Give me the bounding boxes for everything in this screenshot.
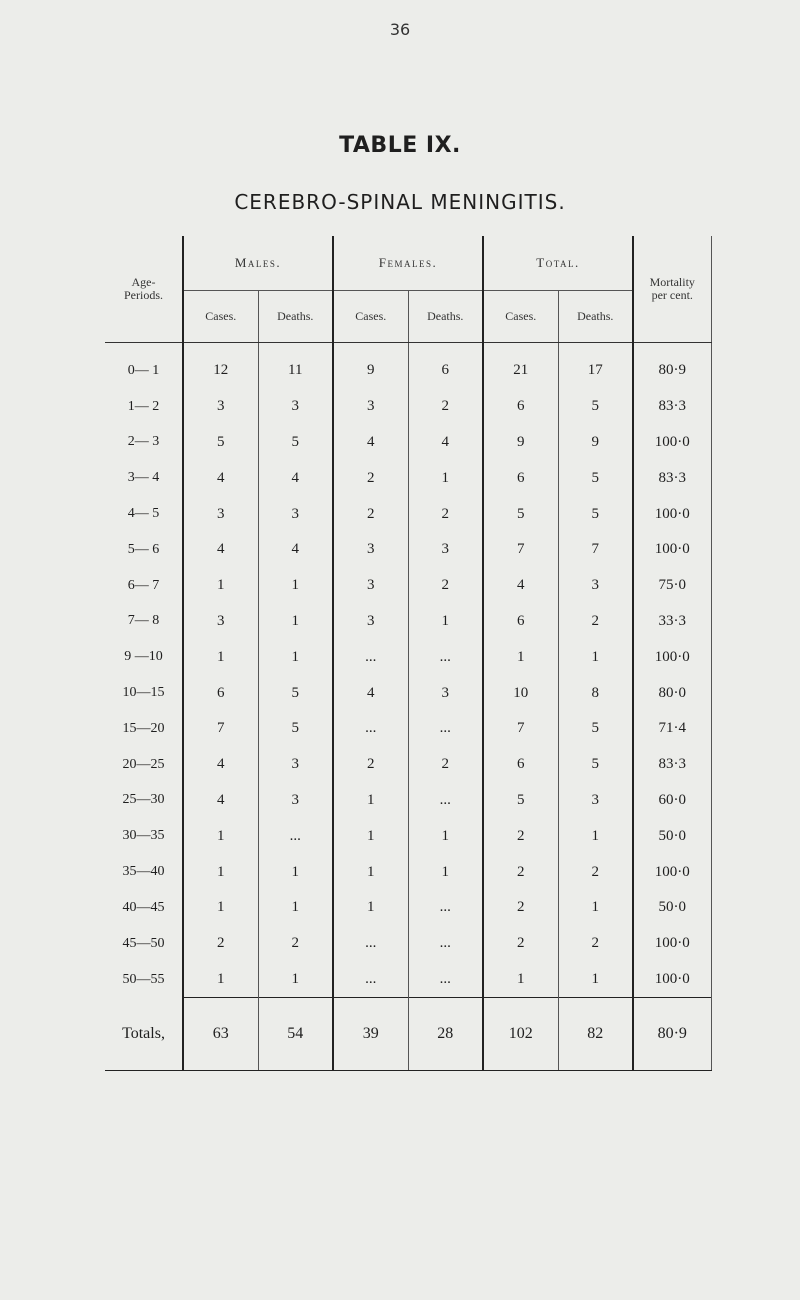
age-cell: 4— 5	[127, 506, 160, 522]
females-cases: 2	[333, 496, 408, 532]
total-deaths: 17	[558, 343, 633, 389]
males-deaths: 3	[258, 783, 333, 819]
mortality: 83·3	[633, 460, 711, 496]
females-cases: 3	[333, 568, 408, 604]
total-deaths: 5	[558, 496, 633, 532]
table-row	[105, 926, 711, 962]
females-cases: 2	[333, 747, 408, 783]
males-deaths: 4	[258, 532, 333, 568]
total-deaths: 1	[558, 639, 633, 675]
females-cases: 4	[333, 425, 408, 461]
males-cases: 2	[183, 926, 258, 962]
total-cases: 5	[483, 496, 558, 532]
females-deaths: ...	[408, 926, 483, 962]
males-cases: 5	[183, 425, 258, 461]
table-row	[105, 818, 711, 854]
females-deaths: ...	[408, 639, 483, 675]
males-cases: 3	[183, 604, 258, 640]
males-deaths: 1	[258, 568, 333, 604]
total-deaths: 9	[558, 425, 633, 461]
females-cases: 1	[333, 890, 408, 926]
total-cases: 7	[483, 711, 558, 747]
age-cell: 2— 3	[127, 434, 160, 450]
total-cases: 2	[483, 818, 558, 854]
males-cases: 1	[183, 854, 258, 890]
age-cell: 3— 4	[127, 470, 160, 486]
females-deaths: 4	[408, 425, 483, 461]
table-row	[105, 496, 711, 532]
females-deaths: 2	[408, 389, 483, 425]
age-cell: 7— 8	[127, 613, 160, 629]
males-cases: 3	[183, 496, 258, 532]
males-cases: 1	[183, 962, 258, 998]
males-cases: 6	[183, 675, 258, 711]
males-cases: 12	[183, 343, 258, 389]
totals-males-cases: 63	[183, 998, 258, 1071]
header-total-deaths: Deaths.	[558, 291, 633, 343]
mortality: 50·0	[633, 890, 711, 926]
total-cases: 6	[483, 389, 558, 425]
mortality: 100·0	[633, 639, 711, 675]
age-cell: 0— 1	[127, 362, 160, 378]
mortality-table	[105, 236, 712, 1071]
age-cell: 1— 2	[127, 398, 160, 414]
header-total-cases: Cases.	[483, 291, 558, 343]
age-cell: 5— 6	[127, 541, 160, 557]
age-cell: 40—45	[122, 899, 165, 915]
total-cases: 2	[483, 926, 558, 962]
table-row	[105, 890, 711, 926]
total-deaths: 1	[558, 818, 633, 854]
table-row	[105, 568, 711, 604]
total-cases: 6	[483, 747, 558, 783]
mortality: 100·0	[633, 854, 711, 890]
total-deaths: 2	[558, 604, 633, 640]
age-cell: 30—35	[122, 828, 165, 844]
total-cases: 2	[483, 890, 558, 926]
females-deaths: 2	[408, 496, 483, 532]
total-cases: 1	[483, 962, 558, 998]
total-deaths: 3	[558, 783, 633, 819]
males-deaths: 3	[258, 389, 333, 425]
total-cases: 1	[483, 639, 558, 675]
females-cases: 1	[333, 854, 408, 890]
males-deaths: 5	[258, 425, 333, 461]
total-deaths: 1	[558, 962, 633, 998]
females-deaths: 1	[408, 604, 483, 640]
table-row	[105, 962, 711, 998]
totals-row	[105, 998, 711, 1071]
header-females-cases: Cases.	[333, 291, 408, 343]
header-males: Males.	[183, 236, 333, 291]
females-cases: ...	[333, 711, 408, 747]
males-cases: 4	[183, 460, 258, 496]
table-title: TABLE IX.	[339, 133, 461, 158]
mortality: 83·3	[633, 389, 711, 425]
page-number: 36	[389, 20, 411, 39]
totals-females-cases: 39	[333, 998, 408, 1071]
total-cases: 2	[483, 854, 558, 890]
total-deaths: 1	[558, 890, 633, 926]
males-deaths: 1	[258, 639, 333, 675]
mortality: 75·0	[633, 568, 711, 604]
totals-label: Totals,	[105, 998, 183, 1071]
mortality: 100·0	[633, 496, 711, 532]
table-row	[105, 675, 711, 711]
table-row	[105, 711, 711, 747]
females-cases: 3	[333, 604, 408, 640]
females-deaths: ...	[408, 962, 483, 998]
females-deaths: 3	[408, 675, 483, 711]
females-deaths: ...	[408, 890, 483, 926]
age-cell: 20—25	[122, 756, 165, 772]
total-deaths: 2	[558, 854, 633, 890]
mortality: 80·9	[633, 343, 711, 389]
total-cases: 6	[483, 460, 558, 496]
females-deaths: 1	[408, 854, 483, 890]
table-row	[105, 460, 711, 496]
males-deaths: 1	[258, 962, 333, 998]
age-cell: 9 —10	[124, 649, 163, 665]
age-cell: 35—40	[122, 864, 165, 880]
females-deaths: 1	[408, 460, 483, 496]
table-row	[105, 604, 711, 640]
males-deaths: 3	[258, 496, 333, 532]
totals-mortality: 80·9	[633, 998, 711, 1071]
age-cell: 6— 7	[127, 577, 160, 593]
totals-females-deaths: 28	[408, 998, 483, 1071]
totals-males-deaths: 54	[258, 998, 333, 1071]
age-cell: 15—20	[122, 720, 165, 736]
mortality: 80·0	[633, 675, 711, 711]
totals-total-cases: 102	[483, 998, 558, 1071]
males-cases: 1	[183, 568, 258, 604]
table-subtitle: CEREBRO-SPINAL MENINGITIS.	[234, 190, 566, 214]
age-cell: 50—55	[122, 971, 165, 987]
header-females: Females.	[333, 236, 483, 291]
total-deaths: 5	[558, 747, 633, 783]
header-females-deaths: Deaths.	[408, 291, 483, 343]
total-deaths: 3	[558, 568, 633, 604]
age-cell: 25—30	[122, 792, 165, 808]
table-row	[105, 639, 711, 675]
header-males-deaths: Deaths.	[258, 291, 333, 343]
table-row	[105, 747, 711, 783]
females-cases: 9	[333, 343, 408, 389]
females-cases: 1	[333, 783, 408, 819]
header-mortality-line2: per cent.	[651, 288, 693, 302]
mortality: 100·0	[633, 425, 711, 461]
males-deaths: 5	[258, 675, 333, 711]
females-deaths: 2	[408, 568, 483, 604]
males-deaths: 2	[258, 926, 333, 962]
females-cases: 4	[333, 675, 408, 711]
total-cases: 4	[483, 568, 558, 604]
mortality: 100·0	[633, 926, 711, 962]
males-cases: 1	[183, 890, 258, 926]
table-row	[105, 425, 711, 461]
females-cases: 3	[333, 389, 408, 425]
mortality: 33·3	[633, 604, 711, 640]
age-cell: 45—50	[122, 935, 165, 951]
males-cases: 4	[183, 783, 258, 819]
header-total: Total.	[483, 236, 633, 291]
age-cell: 10—15	[122, 685, 165, 701]
header-mortality-line1: Mortality	[649, 275, 695, 289]
males-deaths: 1	[258, 854, 333, 890]
females-deaths: 6	[408, 343, 483, 389]
mortality: 71·4	[633, 711, 711, 747]
females-cases: ...	[333, 639, 408, 675]
females-deaths: ...	[408, 783, 483, 819]
males-deaths: 3	[258, 747, 333, 783]
males-deaths: 4	[258, 460, 333, 496]
males-cases: 4	[183, 532, 258, 568]
females-deaths: 2	[408, 747, 483, 783]
total-cases: 5	[483, 783, 558, 819]
males-deaths: 1	[258, 604, 333, 640]
table-row	[105, 343, 711, 389]
table-row	[105, 532, 711, 568]
mortality: 100·0	[633, 532, 711, 568]
females-deaths: 1	[408, 818, 483, 854]
table-row	[105, 854, 711, 890]
total-deaths: 8	[558, 675, 633, 711]
header-age-line1: Age-	[131, 275, 156, 289]
header-mortality	[633, 236, 711, 343]
females-cases: 3	[333, 532, 408, 568]
females-cases: ...	[333, 962, 408, 998]
total-deaths: 5	[558, 389, 633, 425]
total-cases: 9	[483, 425, 558, 461]
females-cases: 2	[333, 460, 408, 496]
total-deaths: 2	[558, 926, 633, 962]
females-cases: 1	[333, 818, 408, 854]
males-cases: 7	[183, 711, 258, 747]
females-deaths: 3	[408, 532, 483, 568]
total-deaths: 7	[558, 532, 633, 568]
males-cases: 3	[183, 389, 258, 425]
table-row	[105, 389, 711, 425]
males-deaths: 5	[258, 711, 333, 747]
males-cases: 4	[183, 747, 258, 783]
total-deaths: 5	[558, 460, 633, 496]
header-age-line2: Periods.	[124, 288, 163, 302]
males-deaths: 11	[258, 343, 333, 389]
total-cases: 7	[483, 532, 558, 568]
table-body	[105, 343, 711, 998]
males-cases: 1	[183, 639, 258, 675]
header-males-cases: Cases.	[183, 291, 258, 343]
females-deaths: ...	[408, 711, 483, 747]
mortality: 60·0	[633, 783, 711, 819]
males-deaths: ...	[258, 818, 333, 854]
totals-total-deaths: 82	[558, 998, 633, 1071]
mortality: 83·3	[633, 747, 711, 783]
mortality: 50·0	[633, 818, 711, 854]
table-row	[105, 783, 711, 819]
total-cases: 10	[483, 675, 558, 711]
males-cases: 1	[183, 818, 258, 854]
females-cases: ...	[333, 926, 408, 962]
males-deaths: 1	[258, 890, 333, 926]
total-cases: 6	[483, 604, 558, 640]
total-cases: 21	[483, 343, 558, 389]
mortality: 100·0	[633, 962, 711, 998]
header-age-periods	[105, 236, 183, 343]
total-deaths: 5	[558, 711, 633, 747]
